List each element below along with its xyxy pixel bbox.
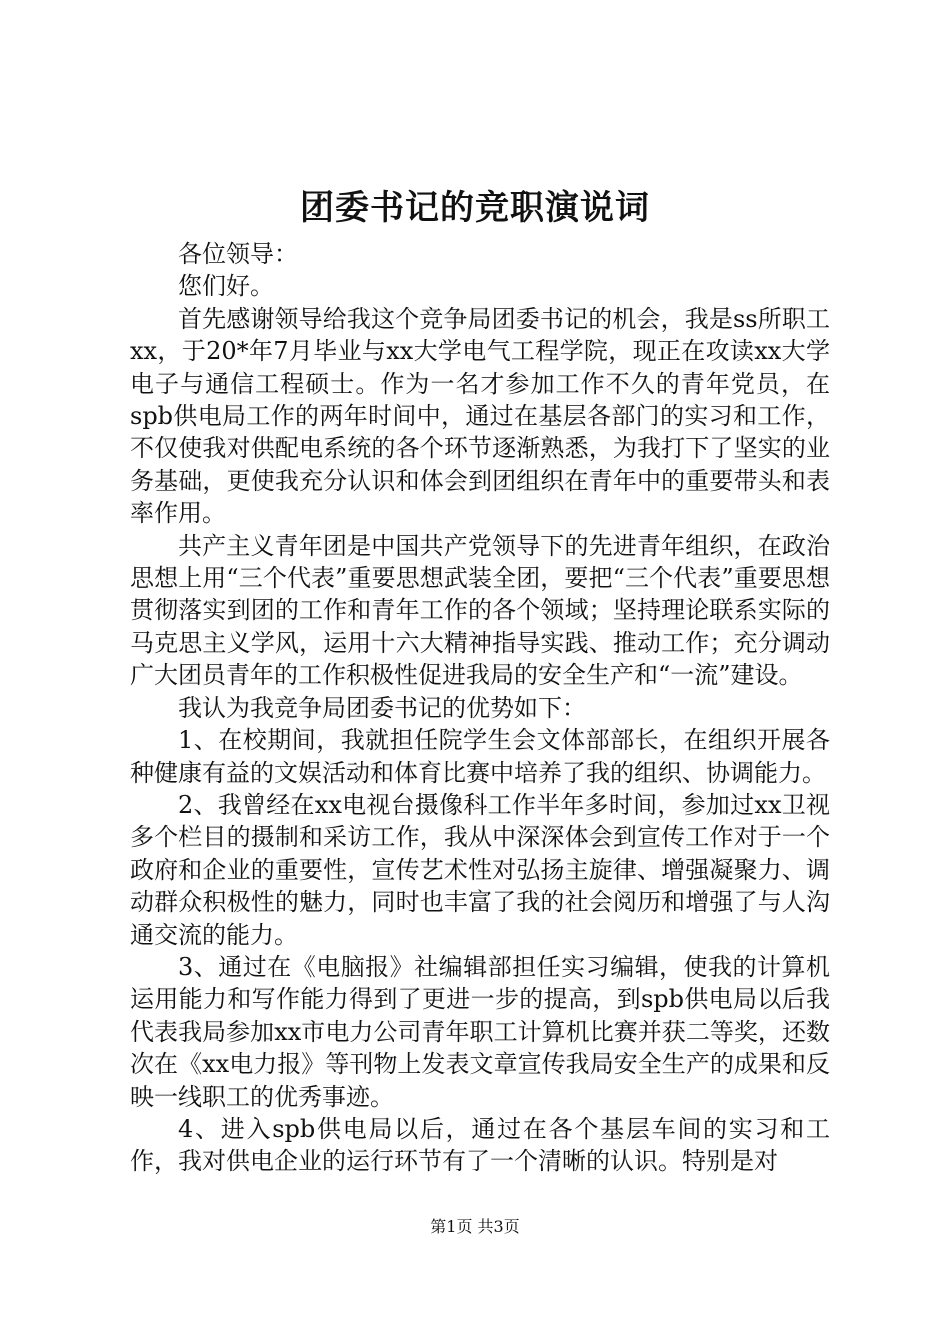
- list-item-paragraph: 1、在校期间，我就担任院学生会文体部部长，在组织开展各种健康有益的文娱活动和体育比赛中培养了我的组织、协调能力。: [130, 726, 830, 787]
- greeting-paragraph: 各位领导：: [178, 240, 298, 268]
- list-item-paragraph: 2、我曾经在xx电视台摄像科工作半年多时间，参加过xx卫视多个栏目的摄制和采访工作，我从中深深体会到宣传工作对于一个政府和企业的重要性，宣传艺术性对弘扬主旋律、增强凝聚力、调动群众积极性的魅力，同时也丰富了我的社会阅历和增强了与人沟通交流的能力。: [130, 790, 830, 949]
- body-paragraph: 我认为我竞争局团委书记的优势如下：: [178, 693, 586, 722]
- body-paragraph: 首先感谢领导给我这个竞争局团委书记的机会，我是ss所职工xx，于20*年7月毕业与xx大学电气工程学院，现正在攻读xx大学电子与通信工程硕士。作为一名才参加工作不久的青年党员，在spb供电局工作的两年时间中，通过在基层各部门的实习和工作，不仅使我对供配电系统的各个环节逐渐熟悉，为我打下了坚实的业务基础，更使我充分认识和体会到团组织在青年中的重要带头和表率作用。: [130, 304, 830, 528]
- document-body: [130, 238, 830, 1178]
- document-title: 团委书记的竞职演说词: [300, 188, 650, 228]
- list-item-paragraph: 4、进入spb供电局以后，通过在各个基层车间的实习和工作，我对供电企业的运行环节有了一个清晰的认识。特别是对: [130, 1114, 830, 1176]
- body-paragraph: 共产主义青年团是中国共产党领导下的先进青年组织，在政治思想上用“三个代表”重要思想武装全团，要把“三个代表”重要思想贯彻落实到团的工作和青年工作的各个领域；坚持理论联系实际的马克思主义学风，运用十六大精神指导实践、推动工作；充分调动广大团员青年的工作积极性促进我局的安全生产和“一流”建设。: [130, 531, 830, 690]
- list-item-paragraph: 3、通过在《电脑报》社编辑部担任实习编辑，使我的计算机运用能力和写作能力得到了更进一步的提高，到spb供电局以后我代表我局参加xx市电力公司青年职工计算机比赛并获二等奖，还数次在《xx电力报》等刊物上发表文章宣传我局安全生产的成果和反映一线职工的优秀事迹。: [130, 952, 830, 1111]
- page-number-footer: 第1页 共3页: [430, 1217, 520, 1236]
- salutation-paragraph: 您们好。: [178, 272, 274, 301]
